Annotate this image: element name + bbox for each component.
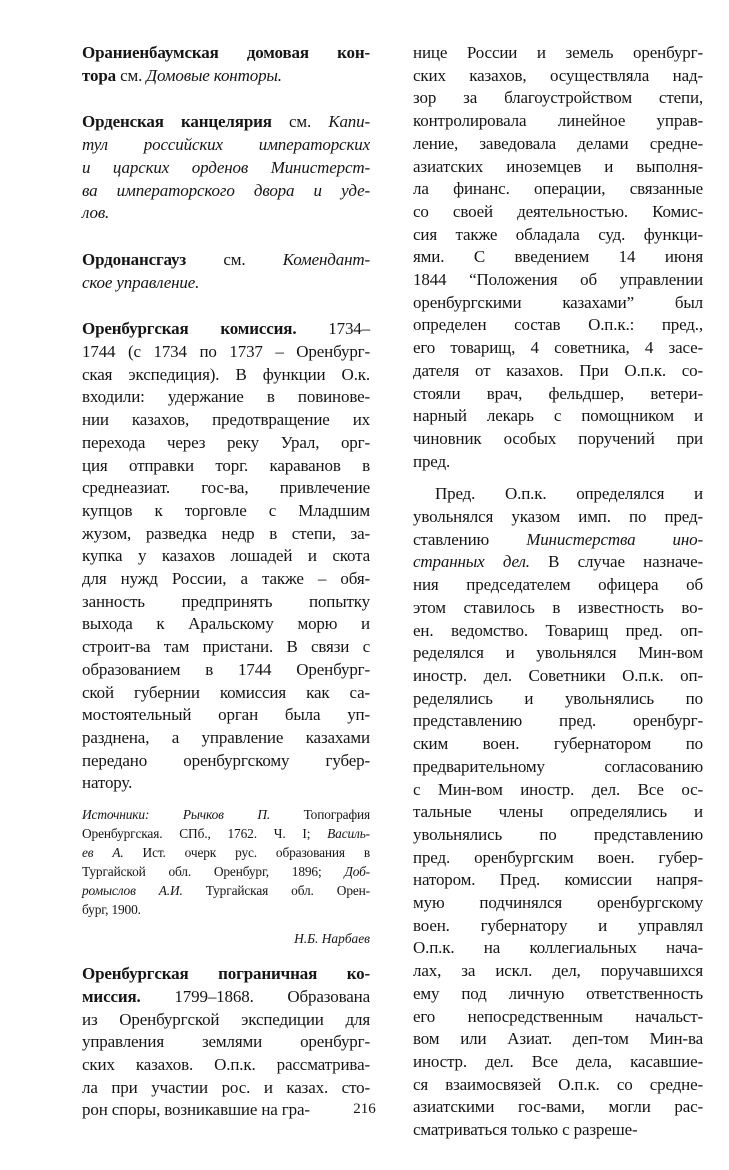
text-line: его товарищ, 4 советника, 4 засе- (413, 338, 703, 358)
entry-ordonansgauz (82, 249, 370, 294)
text-line: управления землями оренбург- (82, 1032, 370, 1052)
text-line: Оренбургская комиссия. 1734– (82, 319, 370, 339)
text-line: ла финанс. операции, связанные (413, 179, 703, 199)
text-line: и царских орденов Министерст- (82, 157, 370, 177)
text-line: 1744 (с 1734 по 1737 – Оренбург- (82, 342, 370, 362)
text-line: Оренбургская пограничная ко- (82, 964, 370, 984)
entry-orenburgskaya-pogranichnaya-komissiya (82, 963, 370, 1122)
text-line: контролировала линейное управ- (413, 111, 703, 131)
text-line: странных дел. В случае назначе- (413, 552, 704, 572)
text-line: тальные члены определялись и (413, 802, 703, 822)
text-line: со своей деятельностью. Комис- (413, 201, 703, 221)
text-line: ской губернии комиссия как са- (82, 682, 370, 702)
text-line: нице России и земель оренбург- (413, 43, 703, 62)
text-line: ему под личную ответственность (413, 983, 703, 1003)
text-line: купка у казахов лошадей и скота (82, 546, 370, 566)
entry-oranienbaum (82, 42, 370, 87)
text-line: представлению пред. оренбург- (413, 711, 703, 731)
text-line: ределялся и увольнялся Мин-вом (413, 643, 703, 663)
text-line: рон споры, возникавшие на гра- (82, 1100, 310, 1120)
text-line: выхода к Аральскому морю и (82, 614, 370, 634)
text-line: разднена, а управление казахами (82, 727, 370, 747)
text-line: определен состав О.п.к.: пред., (413, 315, 703, 335)
text-line: перехода через реку Урал, орг- (82, 432, 370, 452)
text-line: Оренбургская. СПб., 1762. Ч. I; Василь- (82, 826, 370, 842)
text-line: бург, 1900. (82, 902, 141, 918)
text-line: оренбургскими казахами” был (413, 292, 703, 312)
text-line: О.п.к. на коллегиальных нача- (413, 938, 703, 958)
text-line: азиатскими гос-вами, могли рас- (413, 1097, 703, 1117)
text-line: 1844 “Положения об управлении (413, 270, 703, 290)
text-line: ен. ведомство. Товарищ пред. оп- (413, 620, 703, 640)
author-signature: Н.Б. Нарбаев (294, 931, 370, 947)
text-line: ния председателем офицера об (413, 575, 703, 595)
text-line: занность предпринять попытку (82, 591, 370, 611)
text-line: Тургайской обл. Оренбург, 1896; Доб- (82, 864, 370, 880)
text-line: среднеазиат. гос-ва, привлечение (82, 478, 370, 498)
text-line: воен. губернатору и управлял (413, 915, 703, 935)
text-line: ление, заведовала делами средне- (413, 133, 703, 153)
text-line: ла при участии рос. и казах. сто- (82, 1077, 370, 1097)
text-line: с Мин-вом иностр. дел. Все ос- (413, 779, 703, 799)
text-line: передано оренбургскому губер- (82, 750, 370, 770)
text-line: стояли врач, фельдшер, ветери- (413, 383, 703, 403)
text-line: Ордонансгауз см. Комендант- (82, 249, 370, 269)
paragraph-continuation (413, 42, 703, 473)
text-line: натору. (82, 773, 133, 793)
text-line: натором. Пред. комиссии напря- (413, 870, 703, 890)
paragraph-predsedatel (413, 483, 703, 1141)
text-line: дателя от казахов. При О.п.к. со- (413, 360, 703, 380)
text-line: азиатских иноземцев и выполня- (413, 156, 703, 176)
text-line: Источники: Рычков П. Топография (82, 807, 371, 823)
text-line: нарный лекарь с помощником и (413, 406, 703, 426)
text-line: нии казахов, предотвращение их (82, 410, 370, 430)
text-line: зор за благоустройством степи, (413, 88, 703, 108)
text-line: из Оренбургской экспедиции для (82, 1009, 370, 1029)
right-column (413, 42, 703, 1142)
text-line: лах, за искл. дел, поручавшихся (413, 961, 703, 981)
text-line: ских казахов, осуществляла над- (413, 65, 703, 85)
entry-orenburgskaya-komissiya (82, 318, 370, 795)
text-line: Орденская канцелярия см. Капи- (82, 112, 371, 132)
text-line: сия также обладала суд. функци- (413, 224, 703, 244)
text-line: ция отправки торг. караванов в (82, 455, 370, 475)
text-line: пред. (413, 451, 451, 471)
page-number: 216 (353, 1101, 376, 1117)
left-column (82, 42, 370, 1122)
text-line: ская экспедиция). В функции О.к. (82, 364, 370, 384)
text-line: сматриваться только с разреше- (413, 1120, 638, 1140)
text-line: образованием в 1744 Оренбург- (82, 659, 370, 679)
text-line: миссия. 1799–1868. Образована (82, 986, 370, 1006)
text-line: ва императорского двора и уде- (82, 180, 370, 200)
text-line: пред. оренбургским воен. губер- (413, 847, 703, 867)
text-line: увольнялись по представлению (413, 824, 703, 844)
text-line: тул российских императорских (82, 135, 370, 155)
text-line: предварительному согласованию (413, 756, 703, 776)
text-line: Ораниенбаумская домовая кон- (82, 43, 370, 62)
text-line: Пред. О.п.к. определялся и (435, 484, 703, 504)
text-line: входили: удержание в повинове- (82, 387, 370, 407)
text-line: тора см. Домовые конторы. (82, 65, 282, 85)
sources-note (82, 805, 370, 919)
text-line: увольнялся указом имп. по пред- (413, 507, 703, 527)
text-line: лов. (82, 203, 110, 223)
text-line: ромыслов А.И. Тургайская обл. Орен- (82, 883, 370, 899)
text-line: для нужд России, а также – обя- (82, 569, 370, 589)
text-line: жузом, разведка недр в степи, за- (82, 523, 370, 543)
text-line: его непосредственным начальст- (413, 1006, 703, 1026)
text-line: вом или Азиат. деп-том Мин-ва (413, 1029, 703, 1049)
text-line: иностр. дел. Все дела, касавшие- (413, 1051, 703, 1071)
entry-ordenskaya-kantselyariya (82, 111, 370, 225)
text-line: мостоятельный орган была уп- (82, 705, 370, 725)
text-line: ских казахов. О.п.к. рассматрива- (82, 1054, 370, 1074)
text-line: купцов к торговле с Младшим (82, 500, 370, 520)
text-line: ев А. Ист. очерк рус. образования в (82, 845, 371, 861)
text-line: этом ставилось в известность во- (413, 597, 703, 617)
text-line: иностр. дел. Советники О.п.к. оп- (413, 665, 703, 685)
text-line: ставлению Министерства ино- (413, 529, 703, 549)
text-line: ское управление. (82, 272, 200, 292)
text-line: ским воен. губернатором по (413, 734, 703, 754)
text-line: мую подчинялся оренбургскому (413, 893, 703, 913)
text-line: ределялись и увольнялись по (413, 688, 703, 708)
text-line: ся взаимосвязей О.п.к. со средне- (413, 1074, 703, 1094)
text-line: чиновник особых поручений при (413, 428, 703, 448)
text-line: строит-ва там пристани. В связи с (82, 637, 370, 657)
text-line: ями. С введением 14 июня (413, 247, 703, 267)
